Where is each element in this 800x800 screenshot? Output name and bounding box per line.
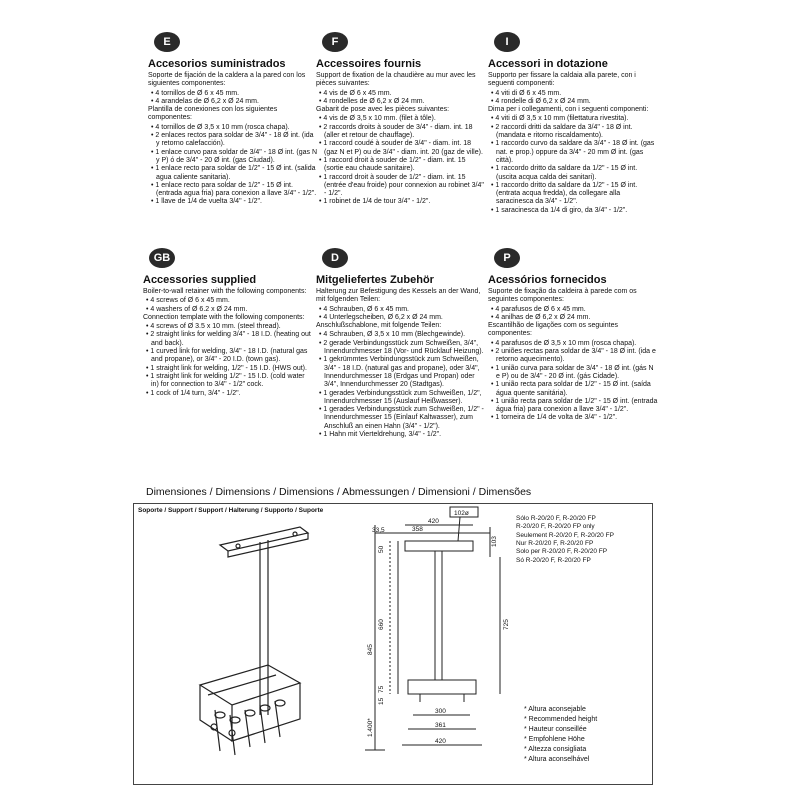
list-item: • 1 raccord droit à souder de 1/2" - diam. int. 15 (entrée d'eau froide) pour connexion au robinet 3/4" - 1/2". <box>316 174 486 199</box>
list-item: • 1 gekrümmtes Verbindungsstück zum Schweißen, 3/4" - 18 I.D. (natural gas and propane), oder 3/4", Innendurchmesser 18 (Erdgas und Propan) oder 3/4", Innendurchmesser 20 (Stadtgas). <box>316 356 486 389</box>
list-item: • 1 Hahn mit Vierteldrehung, 3/4" - 1/2". <box>316 431 486 439</box>
dim-102: 102ø <box>454 510 469 517</box>
model-variant-label: Seulement R-20/20 F, R-20/20 FP <box>516 531 614 539</box>
height-footnote: * Altezza consigliata <box>524 746 587 753</box>
language-section-gb <box>143 248 313 398</box>
list-item: • 2 raccords droits à souder de 3/4" - diam. int. 18 (aller et retour de chauffage). <box>316 124 486 141</box>
dim-15: 15 <box>378 697 385 705</box>
section-title: Mitgeliefertes Zubehör <box>316 274 434 286</box>
template-intro: Anschlußschablone, mit folgende Teilen: <box>316 322 442 330</box>
retainer-intro: Suporte de fixação da caldeira à parede com os seguintes componentes: <box>488 288 637 304</box>
language-badge: I <box>494 32 520 52</box>
template-list <box>488 115 658 215</box>
list-item: • 1 união curva para soldar de 3/4" - 18 Ø int. (gás N e P) ou de 3/4" - 20 Ø int. (gás Cidade). <box>488 365 658 382</box>
dim-75: 75 <box>378 685 385 693</box>
list-item: • 4 parafusos de Ø 6 x 45 mm. <box>488 306 658 314</box>
height-footnote: * Altura aconsejable <box>524 706 586 713</box>
language-badge: P <box>494 248 520 268</box>
dimensions-heading: Dimensiones / Dimensions / Dimensions / Abmessungen / Dimensioni / Dimensões <box>146 486 532 498</box>
template-intro: Escantilhão de ligações com os seguintes componentes: <box>488 322 618 338</box>
model-variant-label: Nur R-20/20 F, R-20/20 FP <box>516 539 594 547</box>
template-list <box>143 323 313 398</box>
section-title: Accessories supplied <box>143 274 257 286</box>
list-item: • 1 união recta para soldar de 1/2" - 15 Ø int. (saída água quente sanitária). <box>488 381 658 398</box>
list-item: • 4 tornillos de Ø 3,5 x 10 mm (rosca chapa). <box>148 124 318 132</box>
height-footnote: * Altura aconselhável <box>524 756 590 763</box>
height-footnote: * Hauteur conseillée <box>524 726 587 733</box>
list-item: • 1 cock of 1/4 turn, 3/4" - 1/2". <box>143 390 313 398</box>
dim-33-5: 33,5 <box>372 527 385 534</box>
retainer-list <box>316 306 486 323</box>
retainer-list <box>488 90 658 107</box>
language-section-p <box>488 248 658 423</box>
retainer-intro: Halterung zur Befestigung des Kessels an der Wand, mit folgenden Teilen: <box>316 288 481 304</box>
list-item: • 1 saracinesca da 1/4 di giro, da 3/4" - 1/2". <box>488 207 658 215</box>
template-list <box>488 340 658 423</box>
list-item: • 4 rondelle di Ø 6,2 x Ø 24 mm. <box>488 98 658 106</box>
support-label: Soporte / Support / Support / Halterung / Supporto / Suporte <box>138 507 324 514</box>
list-item: • 1 enlace recto para soldar de 1/2" - 15 Ø int. (salida agua caliente sanitaria). <box>148 165 318 182</box>
list-item: • 4 viti di Ø 3,5 x 10 mm (filettatura rivestita). <box>488 115 658 123</box>
language-badge: E <box>154 32 180 52</box>
list-item: • 2 gerade Verbindungsstück zum Schweißen, 3/4", Innendurchmesser 18 (Vor- und Rücklauf Heizung). <box>316 340 486 357</box>
support-bracket-illustration <box>180 515 330 775</box>
retainer-intro: Supporto per fissare la caldaia alla parete, con i seguenti componenti: <box>488 72 636 88</box>
list-item: • 4 tornillos de Ø 6 x 45 mm. <box>148 90 318 98</box>
list-item: • 4 anilhas de Ø 6,2 x Ø 24 mm. <box>488 314 658 322</box>
list-item: • 4 parafusos de Ø 3,5 x 10 mm (rosca chapa). <box>488 340 658 348</box>
dim-845: 845 <box>367 644 374 655</box>
list-item: • 1 enlace recto para soldar de 1/2" - 15 Ø int. (entrada agua fria) para conexion a llave 3/4" - 1/2". <box>148 182 318 199</box>
model-variant-label: Solo per R-20/20 F, R-20/20 FP <box>516 548 608 556</box>
model-variant-label: R-20/20 F, R-20/20 FP only <box>516 523 595 531</box>
section-title: Acessórios fornecidos <box>488 274 607 286</box>
template-intro: Connection template with the following components: <box>143 313 305 321</box>
language-section-f <box>316 32 486 207</box>
model-variant-label: Só R-20/20 F, R-20/20 FP <box>516 556 591 564</box>
list-item: • 4 Schrauben, Ø 3,5 x 10 mm (Blechgewinde). <box>316 331 486 339</box>
list-item: • 4 Schrauben, Ø 6 x 45 mm. <box>316 306 486 314</box>
list-item: • 1 robinet de 1/4 de tour 3/4" - 1/2". <box>316 198 486 206</box>
dim-361: 361 <box>435 722 446 729</box>
retainer-list <box>316 90 486 107</box>
list-item: • 4 washers of Ø 6.2 x Ø 24 mm. <box>143 306 313 314</box>
template-intro: Gabarit de pose avec les pièces suivantes: <box>316 106 450 114</box>
list-item: • 1 raccordo dritto da saldare da 1/2" - 15 Ø int. (uscita acqua calda dei sanitari). <box>488 165 658 182</box>
dim-103: 103 <box>491 536 498 547</box>
height-footnote: * Recommended height <box>524 716 598 723</box>
list-item: • 1 straight link for welding, 1/2" - 15 I.D. (HWS out). <box>143 365 313 373</box>
dim-420-bottom: 420 <box>435 738 446 745</box>
list-item: • 2 enlaces rectos para soldar de 3/4" - 18 Ø int. (ida y retorno calefacción). <box>148 132 318 149</box>
dim-1400: 1.400* <box>367 718 374 737</box>
template-list <box>148 124 318 207</box>
list-item: • 1 raccordo curvo da saldare da 3/4" - 18 Ø int. (gas nat. e prop.) oppure da 3/4" - 20 mm Ø int. (gas città). <box>488 140 658 165</box>
retainer-list <box>148 90 318 107</box>
list-item: • 1 raccord droit à souder de 1/2" - diam. int. 15 (sortie eau chaude sanitaire). <box>316 157 486 174</box>
list-item: • 1 gerades Verbindungsstück zum Schweißen, 1/2", Innendurchmesser 15 (Auslauf Heißwasser). <box>316 390 486 407</box>
model-variant-label: Sólo R-20/20 F, R-20/20 FP <box>516 515 596 522</box>
dim-420-top: 420 <box>428 518 439 525</box>
template-intro: Dima per i collegamenti, con i seguenti componenti: <box>488 106 649 114</box>
section-title: Accessori in dotazione <box>488 58 608 70</box>
list-item: • 4 screws of Ø 3.5 x 10 mm. (steel thread). <box>143 323 313 331</box>
list-item: • 1 curved link for welding, 3/4" - 18 I.D. (natural gas and propane), or 3/4" - 20 I.D. (town gas). <box>143 348 313 365</box>
section-title: Accesorios suministrados <box>148 58 286 70</box>
list-item: • 1 gerades Verbindungsstück zum Schweißen, 1/2" - Innendurchmesser 15 (Einlauf Kaltwasser), zum Anschluß an einen Hahn (3/4" - 1/2"). <box>316 406 486 431</box>
list-item: • 4 Unterlegscheiben, Ø 6,2 x Ø 24 mm. <box>316 314 486 322</box>
dim-725: 725 <box>503 619 510 630</box>
language-section-e <box>148 32 318 207</box>
template-list <box>316 331 486 439</box>
dim-358: 358 <box>412 526 423 533</box>
list-item: • 4 arandelas de Ø 6,2 x Ø 24 mm. <box>148 98 318 106</box>
list-item: • 4 viti di Ø 6 x 45 mm. <box>488 90 658 98</box>
list-item: • 4 screws of Ø 6 x 45 mm. <box>143 297 313 305</box>
template-intro: Plantilla de conexiones con los siguientes componentes: <box>148 106 278 122</box>
list-item: • 1 união recta para soldar de 1/2" - 15 Ø int. (entrada água fria) para conexion a llave 3/4" - 1/2". <box>488 398 658 415</box>
retainer-intro: Boiler-to-wall retainer with the following components: <box>143 288 307 295</box>
section-title: Accessoires fournis <box>316 58 422 70</box>
language-badge: F <box>322 32 348 52</box>
dim-300: 300 <box>435 708 446 715</box>
retainer-list <box>488 306 658 323</box>
dimension-drawing <box>350 505 520 780</box>
dim-50: 50 <box>378 545 385 553</box>
dim-660: 660 <box>378 619 385 630</box>
language-badge: D <box>322 248 348 268</box>
list-item: • 1 llave de 1/4 de vuelta 3/4" - 1/2". <box>148 198 318 206</box>
list-item: • 1 torneira de 1/4 de volta de 3/4" - 1/2". <box>488 414 658 422</box>
template-list <box>316 115 486 206</box>
retainer-list <box>143 297 313 314</box>
list-item: • 1 straight link for welding 1/2" - 15 I.D. (cold water in) for connection to 3/4" - 1/2" cock. <box>143 373 313 390</box>
list-item: • 2 uniões rectas para soldar de 3/4" - 18 Ø int. (ida e retorno aquecimento). <box>488 348 658 365</box>
list-item: • 2 raccordi dritti da saldare da 3/4" - 18 Ø int. (mandata e ritorno riscaldamento). <box>488 124 658 141</box>
retainer-intro: Soporte de fijación de la caldera a la pared con los siguientes componentes: <box>148 72 306 88</box>
language-section-d <box>316 248 486 439</box>
list-item: • 1 raccordo dritto da saldare da 1/2" - 15 Ø int. (entrata acqua fredda), da collegare alla saracinesca da 3/4" - 1/2". <box>488 182 658 207</box>
language-section-i <box>488 32 658 215</box>
list-item: • 4 vis de Ø 6 x 45 mm. <box>316 90 486 98</box>
list-item: • 4 rondelles de Ø 6,2 x Ø 24 mm. <box>316 98 486 106</box>
retainer-intro: Support de fixation de la chaudière au mur avec les pièces suivantes: <box>316 72 476 88</box>
list-item: • 4 vis de Ø 3,5 x 10 mm. (filet à tôle). <box>316 115 486 123</box>
list-item: • 1 enlace curvo para soldar de 3/4" - 18 Ø int. (gas N y P) ó de 3/4" - 20 Ø int. (gas Ciudad). <box>148 149 318 166</box>
list-item: • 2 straight links for welding 3/4" - 18 I.D. (heating out and back). <box>143 331 313 348</box>
height-footnote: * Empfohlene Höhe <box>524 736 585 743</box>
list-item: • 1 raccord coudé à souder de 3/4" - diam. int. 18 (gaz N et P) ou de 3/4" - diam. int. 20 (gaz de ville). <box>316 140 486 157</box>
language-badge: GB <box>149 248 175 268</box>
